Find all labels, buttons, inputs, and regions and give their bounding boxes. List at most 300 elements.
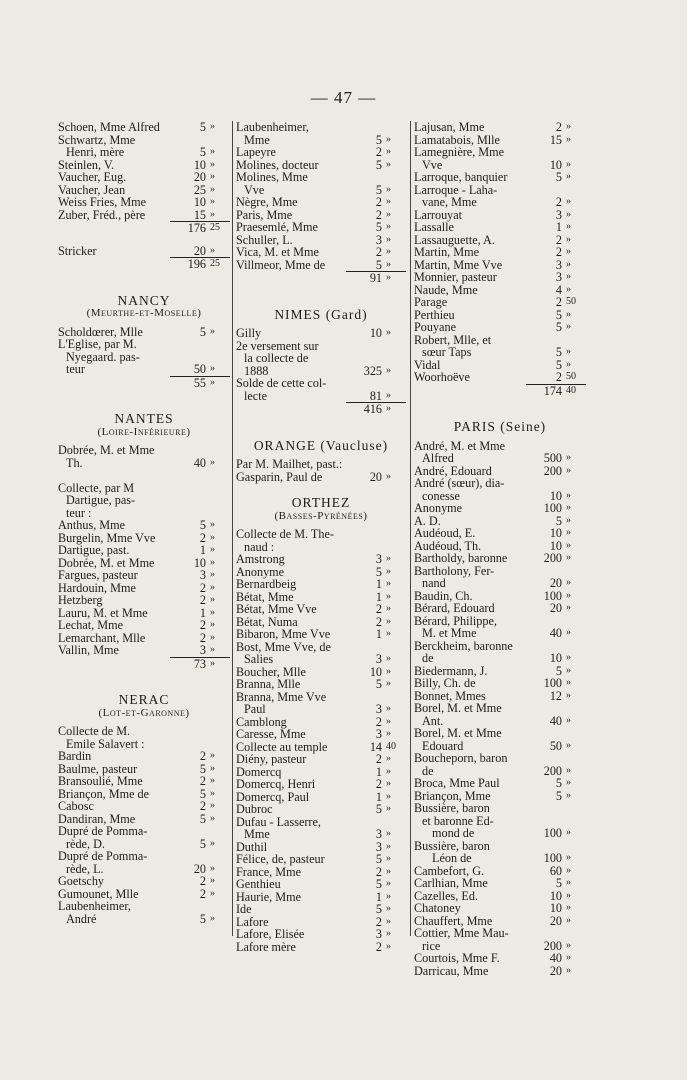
entry-cents: »: [566, 902, 571, 913]
entry-row: [414, 296, 586, 309]
entry-cents: »: [386, 753, 391, 764]
entry-amount: 3: [375, 552, 382, 566]
entry-name: Weiss Fries, Mme: [58, 195, 147, 209]
section-heading: ORANGE (Vaucluse): [253, 437, 389, 453]
entry-cents: »: [386, 790, 391, 802]
entry-cents: »: [566, 246, 571, 257]
entry-row: [236, 171, 406, 184]
entry-cents: »: [210, 244, 215, 256]
entry-name: Emile Salavert :: [66, 736, 145, 751]
entry-amount: 2: [199, 874, 206, 888]
entry-amount: 2: [375, 602, 382, 616]
entry-name: Vica, M. et Mme: [236, 245, 319, 259]
entry-name: Billy, Ch. de: [414, 676, 476, 690]
entry-amount: 5: [199, 761, 206, 776]
entry-cents: »: [386, 853, 391, 864]
entry-name: André (sœur), dia-: [414, 476, 505, 490]
entry-name: Lajusan, Mme: [414, 120, 485, 134]
entry-name: Lassalle: [414, 220, 454, 234]
entry-name: Briançon, Mme de: [58, 786, 150, 801]
entry-name: Martin, Mme: [414, 245, 479, 259]
entry-cents: »: [566, 283, 571, 295]
entry-name: mond de: [432, 826, 475, 840]
entry-row: [414, 246, 586, 259]
entry-amount: 2: [375, 714, 382, 729]
entry-name: Bussière, baron: [414, 801, 490, 815]
entry-amount: 1: [375, 589, 382, 604]
entry-name: Biedermann, J.: [414, 663, 488, 678]
entry-row: [58, 245, 230, 258]
entry-cents: »: [566, 602, 571, 613]
entry-amount: 5: [199, 518, 206, 532]
entry-name: Bibaron, Mme Vve: [236, 627, 331, 641]
entry-row: [58, 494, 230, 507]
entry-cents: »: [386, 628, 391, 639]
entry-cents: »: [210, 875, 215, 886]
entry-cents: »: [386, 364, 391, 376]
entry-amount: 14: [369, 739, 382, 754]
entry-name: Genthieu: [236, 877, 281, 891]
entry-name: Dufau - Lasserre,: [236, 814, 321, 829]
entry-cents: »: [210, 208, 215, 220]
entry-cents: »: [566, 271, 571, 282]
entry-cents: »: [210, 121, 215, 132]
entry-cents: »: [210, 800, 215, 811]
entry-cents: »: [386, 678, 391, 689]
entry-name: Anonyme: [236, 564, 285, 579]
entry-cents: »: [210, 750, 215, 761]
entry-cents: »: [566, 158, 571, 170]
entry-name: Dobrée, M. et Mme: [58, 443, 155, 457]
entry-cents: »: [210, 569, 215, 580]
entry-amount: 5: [555, 307, 562, 322]
entry-name: Chauffert, Mme: [414, 913, 493, 928]
entry-row: [236, 528, 406, 541]
entry-amount: 3: [199, 643, 206, 657]
entry-name: de: [422, 651, 434, 665]
entry-cents: 40: [566, 384, 576, 396]
entry-name: Broca, Mme Paul: [414, 776, 500, 790]
entry-amount: 5: [555, 345, 562, 359]
entry-name: Collecte de M.: [58, 724, 131, 738]
entry-row: [414, 727, 586, 740]
entry-amount: 4: [555, 282, 562, 297]
entry-amount: 3: [375, 827, 382, 841]
entry-amount: 2: [375, 207, 382, 222]
entry-cents: »: [386, 840, 391, 852]
entry-cents: »: [566, 308, 571, 320]
section-heading: NIMES (Gard): [274, 306, 368, 322]
entry-amount: 2: [375, 145, 382, 159]
entry-cents: »: [566, 952, 571, 963]
entry-name: de: [422, 763, 434, 778]
entry-amount: 2: [555, 120, 562, 134]
entry-amount: 1: [375, 627, 382, 641]
entry-cents: »: [386, 778, 391, 789]
entry-row: [236, 578, 406, 591]
entry-name: Fargues, pasteur: [58, 568, 138, 582]
entry-amount: 2: [555, 370, 562, 384]
entry-cents: »: [386, 146, 391, 157]
entry-name: Par M. Mailhet, past.:: [236, 457, 343, 471]
entry-cents: »: [386, 403, 391, 414]
entry-row: [236, 853, 406, 866]
entry-row: [58, 363, 230, 376]
entry-name: Branna, Mlle: [236, 677, 301, 691]
entry-amount: 2: [555, 195, 562, 209]
entry-row: [236, 828, 406, 841]
entry-name: Villmeor, Mme de: [236, 257, 326, 272]
entry-name: Lechat, Mme: [58, 618, 123, 632]
entry-name: Ant.: [422, 713, 444, 728]
entry-cents: »: [210, 363, 215, 374]
entry-amount: 5: [375, 132, 382, 147]
entry-amount: 2: [375, 864, 382, 879]
entry-name: Amstrong: [236, 552, 285, 566]
entry-name: Solde de cette col-: [236, 376, 327, 390]
entry-cents: »: [566, 589, 571, 601]
entry-cents: »: [210, 862, 215, 874]
entry-amount: 10: [549, 157, 562, 172]
entry-name: Burgelin, Mme Vve: [58, 530, 156, 545]
entry-name: Collecte de M. The-: [236, 527, 334, 541]
entry-name: Vaucher, Jean: [58, 182, 126, 197]
entry-cents: »: [566, 552, 571, 563]
entry-cents: »: [566, 652, 571, 663]
entry-row: [236, 941, 406, 954]
entry-amount: 10: [549, 888, 562, 903]
entry-name: Bonnet, Mmes: [414, 688, 486, 703]
entry-row: [58, 146, 230, 159]
entry-amount: 10: [369, 664, 382, 679]
entry-name: Lemarchant, Mlle: [58, 630, 146, 645]
entry-name: Salies: [244, 652, 274, 666]
entry-amount: 3: [375, 839, 382, 854]
entry-name: Mme: [244, 827, 270, 841]
entry-amount: 40: [549, 713, 562, 728]
entry-amount: 5: [375, 677, 382, 691]
entry-name: Bartholony, Fer-: [414, 563, 495, 578]
entry-cents: »: [210, 762, 215, 774]
entry-amount: 20: [549, 913, 562, 928]
entry-amount: 100: [543, 851, 562, 865]
entry-cents: »: [210, 519, 215, 530]
entry-amount: 20: [193, 861, 206, 876]
entry-name: Th.: [66, 455, 83, 470]
entry-cents: »: [210, 887, 215, 899]
entry-name: rède, D.: [66, 836, 105, 851]
entry-amount: 500: [543, 451, 562, 465]
entry-amount: 174: [543, 383, 562, 398]
entry-cents: »: [386, 272, 391, 283]
entry-name: Lafore mère: [236, 939, 296, 954]
entry-name: Schoen, Mme Alfred: [58, 120, 160, 134]
entry-name: Collecte au temple: [236, 739, 328, 754]
total-row: [58, 377, 230, 390]
entry-amount: 10: [549, 651, 562, 665]
entry-cents: »: [566, 321, 571, 332]
entry-name: Dartigue, pas-: [66, 493, 136, 507]
entry-amount: 2: [555, 295, 562, 309]
entry-amount: 100: [543, 676, 562, 690]
entry-cents: »: [386, 703, 391, 714]
entry-cents: »: [386, 728, 391, 739]
entry-name: Berckheim, baronne: [414, 638, 513, 653]
entry-name: Darricau, Mme: [414, 963, 489, 978]
entry-name: vane, Mme: [422, 195, 477, 209]
entry-name: France, Mme: [236, 864, 301, 879]
entry-row: [236, 653, 406, 666]
entry-row: [414, 577, 586, 590]
entry-row: [414, 146, 586, 159]
section-heading: ORTHEZ: [291, 495, 351, 510]
entry-amount: 2: [375, 777, 382, 791]
entry-name: A. D.: [414, 513, 441, 528]
section-heading: NERAC: [118, 692, 170, 707]
entry-name: André, M. et Mme: [414, 438, 506, 453]
entry-cents: »: [210, 837, 215, 849]
entry-cents: »: [566, 171, 571, 182]
entry-amount: 5: [375, 802, 382, 816]
entry-cents: »: [566, 764, 571, 776]
entry-name: teur: [66, 362, 85, 376]
entry-name: Paris, Mme: [236, 207, 293, 222]
entry-amount: 2: [199, 580, 206, 595]
entry-name: Duthil: [236, 839, 268, 854]
entry-row: [236, 246, 406, 259]
entry-amount: 20: [193, 170, 206, 184]
entry-cents: »: [566, 789, 571, 801]
entry-amount: 2: [375, 939, 382, 954]
entry-cents: »: [566, 714, 571, 726]
entry-name: Borel, M. et Mme: [414, 701, 502, 715]
entry-amount: 5: [375, 564, 382, 579]
entry-amount: 10: [193, 195, 206, 209]
entry-amount: 3: [375, 727, 382, 741]
entry-row: [58, 469, 230, 482]
entry-row: [236, 553, 406, 566]
entry-name: Praesemlé, Mme: [236, 220, 318, 234]
entry-cents: »: [566, 502, 571, 513]
entry-amount: 25: [193, 182, 206, 197]
entry-name: Larrouyat: [414, 207, 463, 222]
entry-row: [414, 677, 586, 690]
entry-name: Audéoud, E.: [414, 526, 476, 540]
entry-cents: »: [386, 715, 391, 727]
entry-name: Bransoulié, Mme: [58, 774, 143, 788]
entry-row: [58, 209, 230, 222]
entry-amount: 2: [199, 593, 206, 607]
entry-row: [414, 121, 586, 134]
entry-cents: »: [386, 221, 391, 232]
entry-cents: »: [386, 615, 391, 627]
entry-name: Henri, mère: [66, 145, 125, 159]
total-row: [236, 272, 406, 285]
entry-name: Martin, Mme Vve: [414, 257, 503, 272]
column-3: [414, 121, 586, 977]
entry-row: [414, 452, 586, 465]
entry-amount: 176: [187, 221, 206, 235]
entry-name: Perthieu: [414, 307, 455, 322]
entry-row: [414, 702, 586, 715]
entry-amount: 2: [555, 245, 562, 259]
entry-name: Borel, M. et Mme: [414, 726, 502, 740]
entry-row: [58, 619, 230, 632]
entry-cents: »: [210, 531, 215, 543]
entry-cents: »: [566, 464, 571, 476]
entry-name: Cabosc: [58, 799, 94, 813]
entry-name: Léon de: [432, 851, 472, 865]
entry-name: Baulme, pasteur: [58, 761, 138, 776]
entry-row: [236, 928, 406, 941]
entry-cents: »: [386, 915, 391, 927]
entry-amount: 81: [369, 388, 382, 403]
entry-row: [58, 913, 230, 926]
total-row: [58, 258, 230, 271]
entry-amount: 2: [199, 618, 206, 632]
entry-row: [414, 902, 586, 915]
entry-name: Dupré de Pomma-: [58, 849, 148, 863]
entry-cents: »: [566, 489, 571, 501]
entry-amount: 100: [543, 501, 562, 515]
entry-name: Molines, docteur: [236, 157, 319, 172]
entry-row: [58, 644, 230, 657]
entry-name: Alfred: [422, 451, 454, 465]
entry-amount: 5: [555, 876, 562, 890]
entry-row: [414, 852, 586, 865]
entry-name: Molines, Mme: [236, 170, 308, 184]
entry-amount: 20: [369, 469, 382, 484]
total-row: [58, 222, 230, 235]
entry-amount: 100: [543, 588, 562, 603]
entry-cents: »: [566, 233, 571, 245]
entry-cents: »: [566, 864, 571, 876]
entry-row: [236, 259, 406, 272]
entry-name: Gumounet, Mlle: [58, 886, 139, 901]
entry-cents: »: [566, 739, 571, 751]
entry-name: Vaucher, Eug.: [58, 170, 127, 184]
entry-amount: 200: [543, 463, 562, 478]
entry-row: [414, 527, 586, 540]
entry-name: Pouyane: [414, 320, 456, 334]
entry-row: [58, 875, 230, 888]
entry-name: Scholdœrer, Mlle: [58, 324, 143, 339]
entry-name: Bétat, Mme: [236, 589, 294, 604]
entry-name: Bétat, Numa: [236, 614, 298, 629]
entry-amount: 3: [555, 257, 562, 272]
entry-name: Briançon, Mme: [414, 788, 491, 803]
entry-name: naud :: [244, 539, 275, 554]
entry-amount: 3: [375, 702, 382, 716]
entry-amount: 5: [375, 157, 382, 172]
entry-name: Dobrée, M. et Mme: [58, 555, 155, 570]
entry-name: Stricker: [58, 243, 97, 258]
entry-cents: »: [566, 689, 571, 701]
entry-row: [236, 221, 406, 234]
section-subheading: (Loire-Inférieure): [97, 425, 191, 438]
entry-amount: 10: [549, 488, 562, 503]
entry-row: [236, 327, 406, 340]
entry-name: Goetschy: [58, 874, 105, 888]
entry-name: Lauru, M. et Mme: [58, 605, 148, 620]
entry-row: [58, 725, 230, 738]
entry-row: [236, 471, 406, 484]
entry-row: [58, 121, 230, 134]
entry-amount: 200: [543, 938, 562, 953]
entry-amount: 3: [555, 270, 562, 284]
entry-name: Cambefort, G.: [414, 863, 485, 878]
entry-name: et baronne Ed-: [422, 813, 494, 828]
entry-amount: 100: [543, 826, 562, 840]
entry-name: Nègre, Mme: [236, 195, 298, 209]
entry-name: Paul: [244, 702, 266, 716]
entry-name: Bussière, baron: [414, 838, 490, 853]
entry-cents: »: [386, 803, 391, 814]
entry-row: [58, 457, 230, 470]
entry-cents: »: [386, 233, 391, 245]
entry-cents: »: [566, 577, 571, 588]
entry-name: Domercq: [236, 764, 282, 779]
entry-name: Bartholdy, baronne: [414, 551, 508, 565]
entry-name: Larroque, banquier: [414, 170, 508, 184]
entry-name: Diény, pasteur: [236, 752, 307, 766]
entry-name: André: [66, 911, 97, 926]
entry-name: L'Eglise, par M.: [58, 337, 137, 351]
entry-amount: 2: [375, 195, 382, 209]
entry-cents: »: [566, 777, 571, 788]
entry-cents: »: [386, 196, 391, 207]
entry-row: [414, 927, 586, 940]
entry-name: conesse: [422, 488, 460, 503]
entry-cents: »: [210, 787, 215, 799]
entry-amount: 60: [549, 863, 562, 878]
entry-row: [236, 753, 406, 766]
entry-name: sœur Taps: [422, 345, 472, 359]
entry-name: Domercq, Paul: [236, 789, 310, 804]
entry-row: [414, 371, 586, 384]
entry-cents: »: [210, 912, 215, 924]
entry-name: la collecte de: [244, 351, 309, 365]
entry-cents: »: [566, 664, 571, 676]
entry-name: Ide: [236, 902, 252, 916]
entry-name: Bardin: [58, 749, 92, 763]
entry-amount: 40: [549, 951, 562, 965]
entry-name: Baudin, Ch.: [414, 588, 473, 603]
entry-row: [236, 390, 406, 403]
entry-row: [236, 352, 406, 365]
entry-cents: »: [386, 246, 391, 257]
entry-name: lecte: [244, 388, 268, 403]
entry-amount: 5: [555, 320, 562, 334]
entry-row: [236, 703, 406, 716]
entry-cents: »: [210, 456, 215, 468]
entry-cents: »: [386, 665, 391, 677]
entry-name: Vve: [422, 157, 443, 172]
entry-name: Larroque - Laha-: [414, 182, 498, 197]
entry-row: [414, 196, 586, 209]
entry-amount: 15: [193, 207, 206, 222]
entry-row: [414, 777, 586, 790]
entry-row: [58, 338, 230, 351]
entry-cents: »: [386, 890, 391, 902]
entry-amount: 3: [555, 207, 562, 222]
entry-amount: 15: [549, 132, 562, 147]
entry-amount: 325: [363, 363, 382, 378]
entry-cents: »: [386, 878, 391, 889]
entry-cents: »: [386, 578, 391, 589]
entry-cents: »: [210, 183, 215, 195]
entry-name: Hetzberg: [58, 593, 103, 607]
